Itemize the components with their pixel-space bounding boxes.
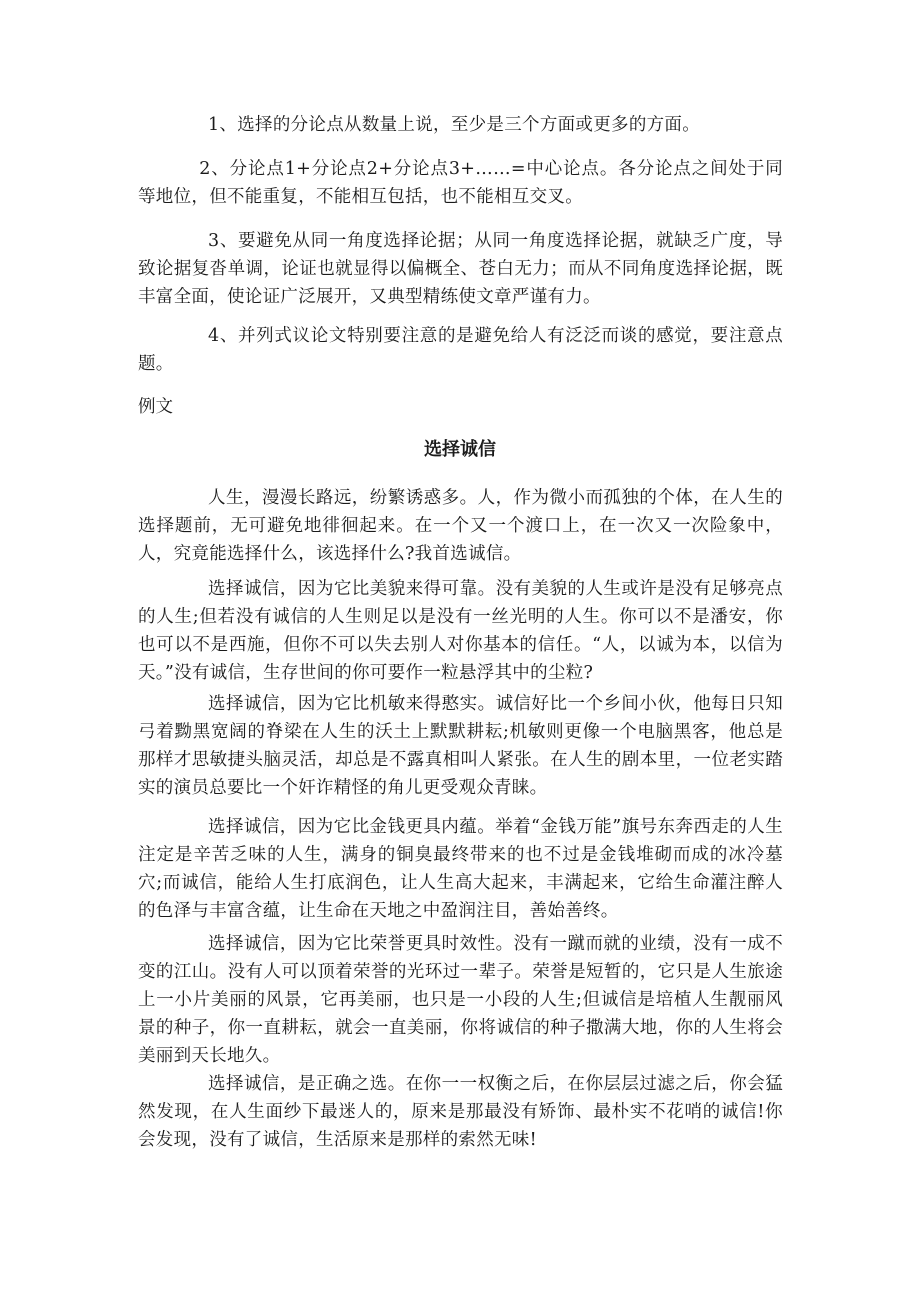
essay-paragraph: 选择诚信，因为它比美貌来得可靠。没有美貌的人生或许是没有足够亮点的人生;但若没有诚信的人生则足以是没有一丝光明的人生。你可以不是潘安，你也可以不是西施，但你不可以失去别人对你基本的信任。“人，以诚为本，以信为天。”没有诚信，生存世间的你可要作一粒悬浮其中的尘粒? [138, 579, 783, 683]
essay-paragraph: 选择诚信，因为它比金钱更具内蕴。举着“金钱万能”旗号东奔西走的人生注定是辛苦乏味的人生，满身的铜臭最终带来的也不过是金钱堆砌而成的冰冷墓穴;而诚信，能给人生打底润色，让人生高大起来，丰满起来，它给生命灌注醉人的色泽与丰富含蕴，让生命在天地之中盈润注目，善始善终。 [138, 817, 783, 921]
tip-4: 4、并列式议论文特别要注意的是避免给人有泛泛而谈的感觉，要注意点题。 [138, 326, 783, 374]
tip-3: 3、要避免从同一角度选择论据；从同一角度选择论据，就缺乏广度，导致论据复沓单调，论证也就显得以偏概全、苍白无力；而从不同角度选择论据，既丰富全面，使论证广泛展开，又典型精练使文章严谨有力。 [138, 231, 783, 307]
tip-2: 2、分论点1+分论点2+分论点3+……=中心论点。各分论点之间处于同等地位，但不能重复，不能相互包括，也不能相互交叉。 [138, 159, 783, 207]
example-label: 例文 [138, 397, 173, 417]
essay-paragraph: 选择诚信，因为它比荣誉更具时效性。没有一蹴而就的业绩，没有一成不变的江山。没有人可以顶着荣誉的光环过一辈子。荣誉是短暂的，它只是人生旅途上一小片美丽的风景，它再美丽，也只是一小段的人生;但诚信是培植人生靓丽风景的种子，你一直耕耘，就会一直美丽，你将诚信的种子撒满大地，你的人生将会美丽到天长地久。 [138, 934, 783, 1066]
essay-title: 选择诚信 [424, 439, 496, 460]
tip-1: 1、选择的分论点从数量上说，至少是三个方面或更多的方面。 [208, 115, 701, 135]
essay-paragraph: 选择诚信，因为它比机敏来得憨实。诚信好比一个乡间小伙，他每日只知弓着黝黑宽阔的脊梁在人生的沃土上默默耕耘;机敏则更像一个电脑黑客，他总是那样才思敏捷头脑灵活，却总是不露真相叫人紧张。在人生的剧本里，一位老实踏实的演员总要比一个奸诈精怪的角儿更受观众青睐。 [138, 694, 783, 798]
essay-paragraph: 选择诚信，是正确之选。在你一一权衡之后，在你层层过滤之后，你会猛然发现，在人生面纱下最迷人的，原来是那最没有矫饰、最朴实不花哨的诚信!你会发现，没有了诚信，生活原来是那样的索然无味! [138, 1074, 783, 1150]
essay-paragraph: 人生，漫漫长路远，纷繁诱惑多。人，作为微小而孤独的个体，在人生的选择题前，无可避免地徘徊起来。在一个又一个渡口上，在一次又一次险象中，人，究竟能选择什么，该选择什么?我首选诚信。 [138, 488, 783, 564]
